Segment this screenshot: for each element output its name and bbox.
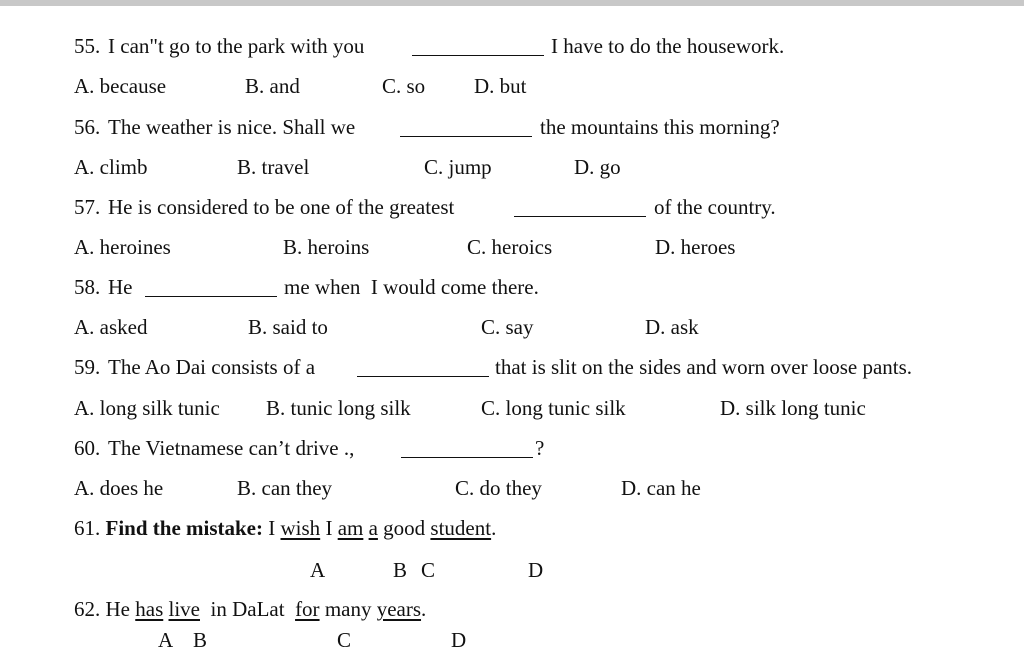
q58-number: 58.: [74, 275, 101, 299]
q61-word-b: am: [337, 516, 364, 540]
q61-word-a: wish: [280, 516, 321, 540]
q60-option-c: C. do they: [455, 476, 542, 500]
q55-text-before: I can"t go to the park with you: [108, 34, 365, 58]
q58-option-a: A. asked: [74, 315, 148, 339]
q55-option-c: C. so: [382, 74, 426, 98]
q58-text-after: me when I would come there.: [284, 275, 539, 299]
q62-word-4: in DaLat: [210, 597, 285, 621]
q59-text-after: that is slit on the sides and worn over loose pants.: [495, 355, 913, 379]
q62-letter-a: A: [158, 628, 174, 652]
q58-option-b: B. said to: [248, 315, 328, 339]
q59-number: 59.: [74, 355, 101, 379]
q62-sentence: [74, 599, 426, 620]
q59-option-a: A. long silk tunic: [74, 396, 220, 420]
q59-text-before: The Ao Dai consists of a: [108, 355, 316, 379]
q59-option-b: B. tunic long silk: [266, 396, 411, 420]
q61-letter-b: B: [393, 558, 408, 582]
q61-letter-c: C: [421, 558, 436, 582]
q57-text-before: He is considered to be one of the greatest: [108, 195, 455, 219]
q59-blank: [357, 376, 489, 377]
q61-word-c: a: [368, 516, 378, 540]
q58-text-before: He: [108, 275, 133, 299]
q55-option-b: B. and: [245, 74, 300, 98]
q61-number: 61.: [74, 516, 101, 540]
q61-sentence: [74, 518, 496, 539]
q60-text-before: The Vietnamese can’t drive .,: [108, 436, 355, 460]
q57-option-d: D. heroes: [655, 235, 736, 259]
q56-text-after: the mountains this morning?: [540, 115, 780, 139]
q56-option-a: A. climb: [74, 155, 148, 179]
q61-period: .: [491, 516, 497, 540]
q62-word-b: live: [168, 597, 200, 621]
q60-text-after: ?: [535, 436, 545, 460]
q61-word-6: good: [383, 516, 426, 540]
q56-option-c: C. jump: [424, 155, 492, 179]
q57-option-a: A. heroines: [74, 235, 171, 259]
top-border: [0, 0, 1024, 6]
q61-letter-d: D: [528, 558, 544, 582]
q61-letter-a: A: [310, 558, 326, 582]
q55-blank: [412, 55, 544, 56]
q58-option-c: C. say: [481, 315, 534, 339]
q56-option-d: D. go: [574, 155, 621, 179]
q56-option-b: B. travel: [237, 155, 310, 179]
q62-word-c: for: [295, 597, 320, 621]
q62-letter-c: C: [337, 628, 352, 652]
q62-number: 62.: [74, 597, 101, 621]
q60-number: 60.: [74, 436, 101, 460]
q55-option-d: D. but: [474, 74, 527, 98]
q62-word-a: has: [135, 597, 164, 621]
q61-word-d: student: [430, 516, 492, 540]
q59-option-c: C. long tunic silk: [481, 396, 626, 420]
q55-option-a: A. because: [74, 74, 167, 98]
q56-blank: [400, 136, 532, 137]
q60-option-d: D. can he: [621, 476, 701, 500]
q61-instruction: Find the mistake:: [105, 516, 263, 540]
q57-text-after: of the country.: [654, 195, 776, 219]
q61-word-3: I: [325, 516, 333, 540]
q56-text-before: The weather is nice. Shall we: [108, 115, 356, 139]
q62-word-1: He: [105, 597, 130, 621]
q62-letter-d: D: [451, 628, 467, 652]
q60-option-b: B. can they: [237, 476, 333, 500]
q57-blank: [514, 216, 646, 217]
q55-text-after: I have to do the housework.: [551, 34, 785, 58]
q57-number: 57.: [74, 195, 101, 219]
q62-letter-b: B: [193, 628, 208, 652]
q58-blank: [145, 296, 277, 297]
q59-option-d: D. silk long tunic: [720, 396, 866, 420]
q61-word-1: I: [268, 516, 276, 540]
q62-period: .: [421, 597, 427, 621]
q56-number: 56.: [74, 115, 101, 139]
q55-number: 55.: [74, 34, 101, 58]
q60-blank: [401, 457, 533, 458]
q57-option-b: B. heroins: [283, 235, 370, 259]
q60-option-a: A. does he: [74, 476, 164, 500]
q57-option-c: C. heroics: [467, 235, 553, 259]
q58-option-d: D. ask: [645, 315, 699, 339]
q62-word-d: years: [376, 597, 422, 621]
q62-word-6: many: [324, 597, 372, 621]
